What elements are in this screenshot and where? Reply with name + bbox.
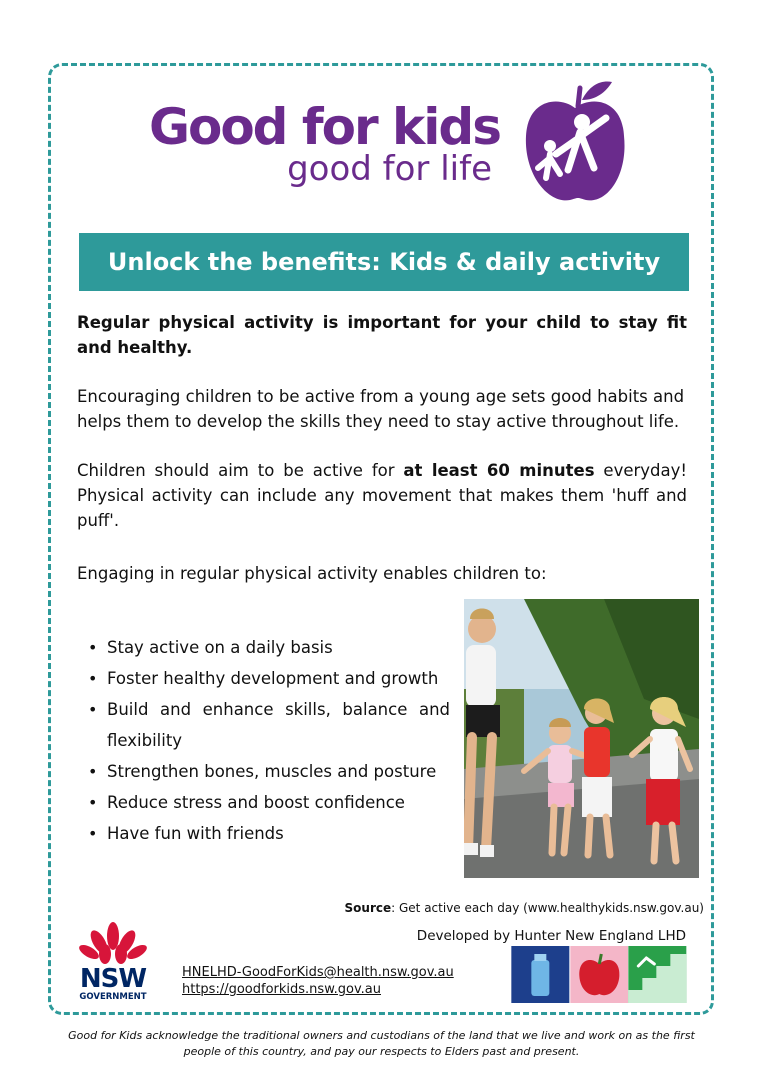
family-running-photo bbox=[464, 599, 699, 878]
minutes-text-post: everyday! Physical activity can include any movement that makes them 'huff and puff'. bbox=[77, 461, 687, 530]
activity-stairs-icon bbox=[628, 946, 687, 1003]
list-item: • Have fun with friends bbox=[82, 818, 450, 849]
logo-main-text: Good for kids bbox=[148, 98, 500, 156]
contact-links bbox=[182, 964, 454, 998]
benefits-list bbox=[82, 632, 450, 849]
minutes-paragraph bbox=[77, 458, 687, 533]
apple-family-icon bbox=[520, 78, 630, 206]
website-link[interactable]: https://goodforkids.nsw.gov.au bbox=[182, 982, 381, 997]
source-note bbox=[300, 901, 704, 915]
nsw-logo-text: NSW bbox=[79, 964, 147, 994]
list-item: • Strengthen bones, muscles and posture bbox=[82, 756, 450, 787]
developed-by-text: Developed by Hunter New England LHD bbox=[416, 928, 686, 944]
source-text: : Get active each day (www.healthykids.nsw.gov.au) bbox=[391, 901, 704, 915]
list-item: • Foster healthy development and growth bbox=[82, 663, 450, 694]
list-item: • Build and enhance skills, balance and flexibility bbox=[82, 694, 450, 756]
habits-paragraph: Encouraging children to be active from a young age sets good habits and helps them to develop the skills they need to stay active throughout life. bbox=[77, 387, 685, 431]
minutes-text-pre: Children should aim to be active for bbox=[77, 461, 404, 480]
apple-icon bbox=[570, 946, 629, 1003]
intro-paragraph: Regular physical activity is important for your child to stay fit and healthy. bbox=[77, 313, 687, 357]
email-link[interactable]: HNELHD-GoodForKids@health.nsw.gov.au bbox=[182, 965, 454, 980]
list-item: • Stay active on a daily basis bbox=[82, 632, 450, 663]
logo-sub-text: good for life bbox=[287, 149, 492, 189]
source-label: Source bbox=[344, 901, 392, 915]
benefits-intro: Engaging in regular physical activity enables children to: bbox=[77, 564, 547, 583]
list-item: • Reduce stress and boost confidence bbox=[82, 787, 450, 818]
program-icon-tiles bbox=[511, 946, 687, 1003]
water-bottle-icon bbox=[511, 946, 570, 1003]
nsw-government-text: GOVERNMENT bbox=[79, 992, 147, 1002]
minutes-highlight: at least 60 minutes bbox=[403, 461, 595, 480]
good-for-kids-logo bbox=[140, 100, 500, 188]
acknowledgement-text: Good for Kids acknowledge the traditional owners and custodians of the land that we live and work on as the first people of this country, and pay our respects to Elders past and present. bbox=[68, 1029, 695, 1058]
page-title-banner: Unlock the benefits: Kids & daily activity bbox=[79, 233, 689, 291]
